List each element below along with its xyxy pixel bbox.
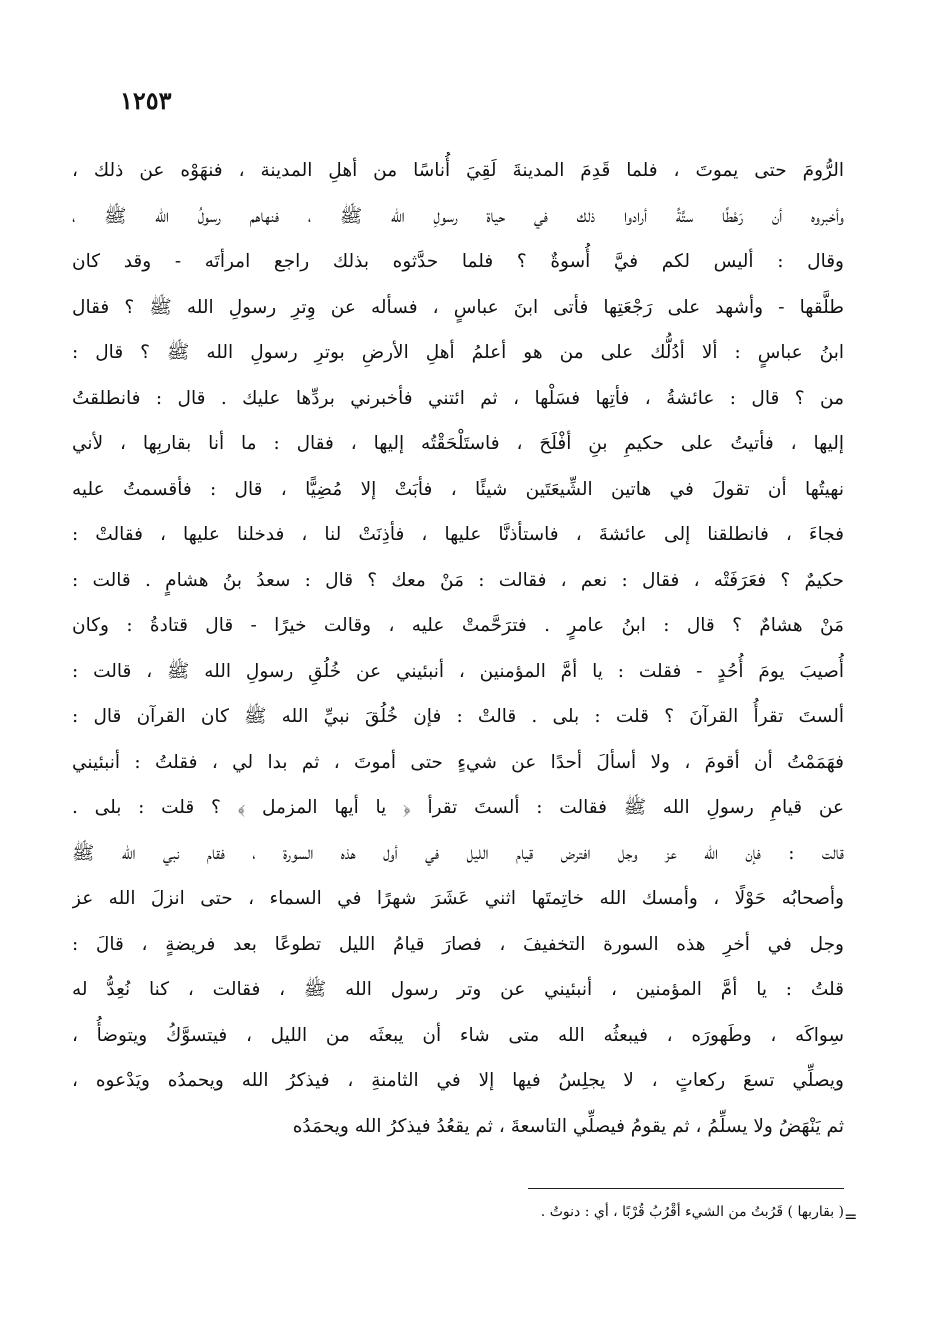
- footnote-continuation-mark: =: [844, 1207, 858, 1226]
- text-line: الرُّومَ حتى يموتَ ، فلما قَدِمَ المدينةَ لَقِيَ أُناسًا من أهلِ المدينة ، فنهَوْه عن ذلك ،: [72, 160, 844, 181]
- footnote-divider: [528, 1188, 844, 1189]
- text-line: قلتُ : يا أمَّ المؤمنين ، أنبئيني عن وتر رسول الله ﷺ ، فقالت ، كنا نُعِدُّ له: [72, 979, 844, 1000]
- text-line: فهَمَمْتُ أن أقومَ ، ولا أسألَ أحدًا عن شيءٍ حتى أموتَ ، ثم بدا لي ، فقلتُ : أنبئيني: [72, 751, 844, 773]
- text-line: مَنْ هشامٌ ؟ قال : ابنُ عامرٍ . فترَحَّمتْ عليه ، وقالت خيرًا - قال قتادةُ : وكان: [72, 615, 844, 636]
- text-line: من ؟ قال : عائشةُ ، فأتِها فسَلْها ، ثم ائتني فأخبرني بردِّها عليك . قال : فانطلقتُ: [72, 387, 844, 409]
- main-text: [72, 148, 844, 1149]
- text-line: نهيتُها أن تقولَ في هاتين الشِّيعَتَين شيئًا ، فأبَتْ إلا مُضِيًّا ، قال : فأقسمتُ عليه: [72, 478, 844, 500]
- text-line: قالت : فإن الله عز وجل افترض قيام الليل في أول هذه السورة ، فقام نبي الله ﷺ: [72, 842, 844, 864]
- text-line: ألستَ تقرأُ القرآنَ ؟ قلت : بلى . قالتْ : فإن خُلُقَ نبيِّ الله ﷺ كان القرآن قال :: [72, 706, 844, 727]
- text-line: عن قيامِ رسولِ الله ﷺ فقالت : ألستَ تقرأ ﴿ يا أيها المزمل ﴾ ؟ قلت : بلى .: [72, 797, 844, 818]
- text-line: ثم يَنْهَضُ ولا يسلِّمُ ، ثم يقومُ فيصلِّي التاسعةَ ، ثم يقعُدُ فيذكرُ الله ويحمَدُه: [292, 1115, 844, 1137]
- text-line: أُصيبَ يومَ أُحُدٍ - فقلت : يا أمَّ المؤمنين ، أنبئيني عن خُلُقِ رسولِ الله ﷺ ، قالت :: [72, 660, 844, 682]
- text-line: وجل في أخرِ هذه السورة التخفيفَ ، فصارَ قيامُ الليل تطوعًا بعد فريضةٍ ، قالَ :: [72, 933, 844, 955]
- text-line: ويصلِّي تسعَ ركعاتٍ ، لا يجلِسُ فيها إلا في الثامنةِ ، فيذكرُ الله ويحمدُه ويَدْعوه ،: [72, 1070, 844, 1091]
- text-line: طلَّقها - وأشهد على رَجْعَتِها فأتى ابنَ عباسٍ ، فسأله عن وِترِ رسولِ الله ﷺ ؟ فقال: [72, 296, 844, 318]
- page-number: ١٢٥٣: [120, 86, 172, 115]
- text-line: وأصحابُه حَوْلًا ، وأمسك الله خاتِمتَها اثني عَشَرَ شهرًا في السماء ، حتى انزلَ الله عز: [72, 888, 844, 909]
- footnote-text: ( بقاربها ) قَرُبتُ من الشيء أقْرُبُ قُرْبًا ، أي : دنوتُ .: [540, 1204, 844, 1220]
- text-line: وقال : أليس لكم فيَّ أُسوةٌ ؟ فلما حدَّثوه بذلك راجع امرأتَه - وقد كان: [72, 251, 844, 272]
- text-line: ابنُ عباسٍ : ألا أدُلُّك على من هو أعلمُ أهلِ الأرضِ بوترِ رسولِ الله ﷺ ؟ قال :: [72, 342, 844, 363]
- text-line: وأخبروه أن رَهْطًا ستَّةً أرادوا ذلك في حياة رسولِ الله ﷺ ، فنهاهم رسولُ الله ﷺ ،: [72, 205, 844, 227]
- text-line: حكيمٌ ؟ فعَرَفَتْه ، فقال : نعم ، فقالت : مَنْ معك ؟ قال : سعدُ بنُ هشامٍ . قالت :: [72, 569, 844, 591]
- text-line: سِواكَه ، وطَهورَه ، فيبعثُه الله متى شاء أن يبعثَه من الليل ، فيتسوَّكُ ويتوضأُ ،: [72, 1024, 844, 1046]
- text-line: إليها ، فأتيتُ على حكيمِ بنِ أفْلَحَ ، فاستَلْحَقْتُه إليها ، فقال : ما أنا بقاربِها ، لأني: [72, 433, 844, 454]
- text-line: فجاءَ ، فانطلقنا إلى عائشةَ ، فاستأذنَّا عليها ، فأذِنَتْ لنا ، فدخلنا عليها ، فقالتْ :: [72, 524, 844, 545]
